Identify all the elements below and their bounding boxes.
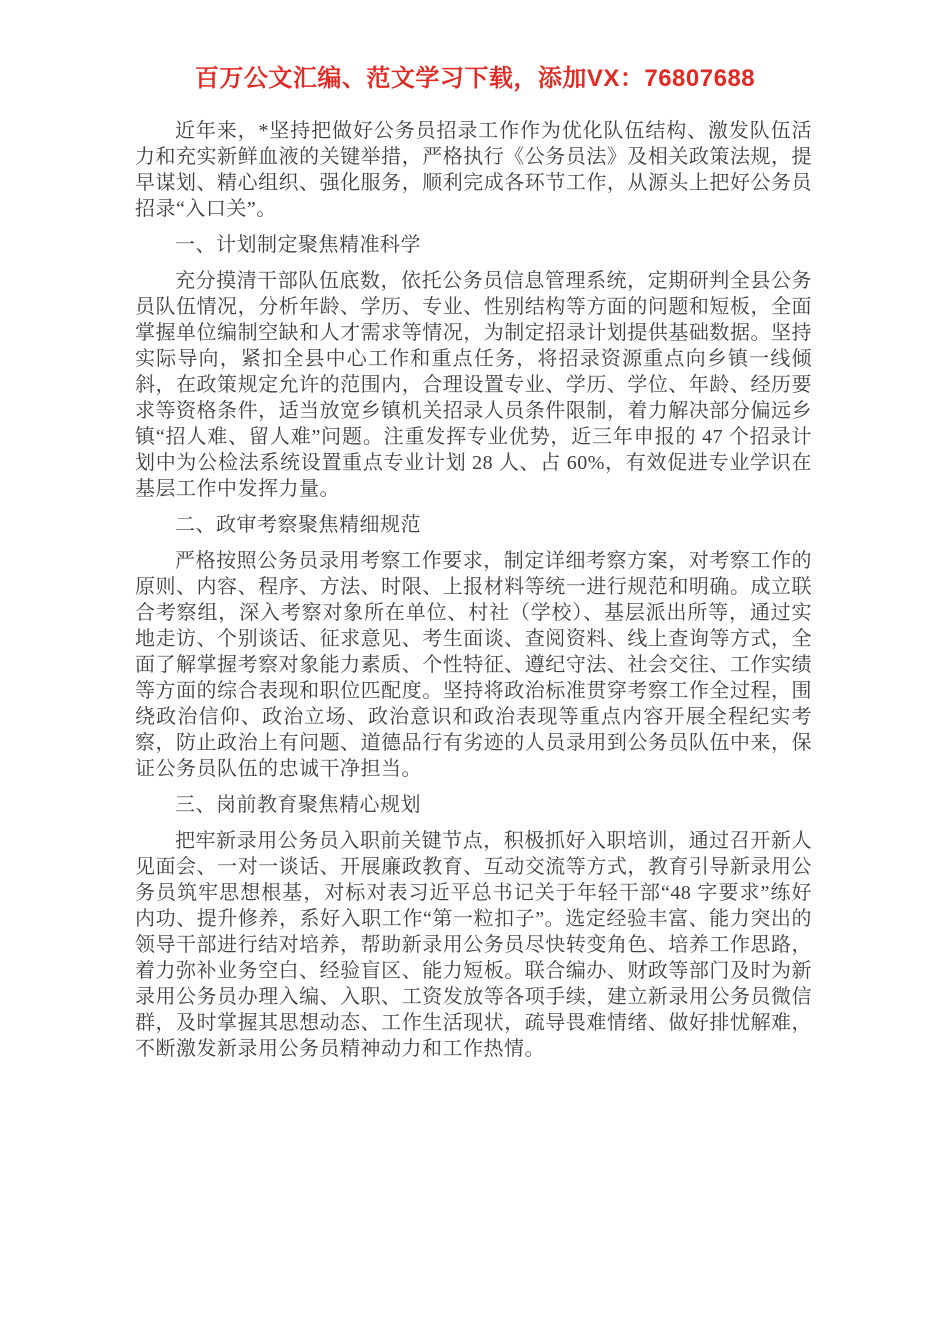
paragraph-section-2: 严格按照公务员录用考察工作要求，制定详细考察方案，对考察工作的原则、内容、程序、方法、时限、上报材料等统一进行规范和明确。成立联合考察组，深入考察对象所在单位、村社（学校）、基层派出所等，通过实地走访、个别谈话、征求意见、考生面谈、查阅资料、线上查询等方式，全面了解掌握考察对象能力素质、个性特征、遵纪守法、社会交往、工作实绩等方面的综合表现和职位匹配度。坚持将政治标准贯穿考察工作全过程，围绕政治信仰、政治立场、政治意识和政治表现等重点内容开展全程纪实考察，防止政治上有问题、道德品行有劣迹的人员录用到公务员队伍中来，保证公务员队伍的忠诚干净担当。 bbox=[135, 550, 812, 780]
paragraph-section-1: 充分摸清干部队伍底数，依托公务员信息管理系统，定期研判全县公务员队伍情况，分析年龄、学历、专业、性别结构等方面的问题和短板，全面掌握单位编制空缺和人才需求等情况，为制定招录计划提供基础数据。坚持实际导向，紧扣全县中心工作和重点任务，将招录资源重点向乡镇一线倾斜，在政策规定允许的范围内，合理设置专业、学历、学位、年龄、经历要求等资格条件，适当放宽乡镇机关招录人员条件限制，着力解决部分偏远乡镇“招人难、留人难”问题。注重发挥专业优势，近三年申报的 47 个招录计划中为公检法系统设置重点专业计划 28 人、占 60%，有效促进专业学识在基层工作中发挥力量。 bbox=[135, 270, 812, 500]
paragraph-intro: 近年来，*坚持把做好公务员招录工作作为优化队伍结构、激发队伍活力和充实新鲜血液的关键举措，严格执行《公务员法》及相关政策法规，提早谋划、精心组织、强化服务，顺利完成各环节工作，从源头上把好公务员招录“入口关”。 bbox=[135, 120, 812, 220]
paragraph-section-3: 把牢新录用公务员入职前关键节点，积极抓好入职培训，通过召开新人见面会、一对一谈话、开展廉政教育、互动交流等方式，教育引导新录用公务员筑牢思想根基，对标对表习近平总书记关于年轻干部“48 字要求”练好内功、提升修养，系好入职工作“第一粒扣子”。选定经验丰富、能力突出的领导干部进行结对培养，帮助新录用公务员尽快转变角色、培养工作思路，着力弥补业务空白、经验盲区、能力短板。联合编办、财政等部门及时为新录用公务员办理入编、入职、工资发放等各项手续，建立新录用公务员微信群，及时掌握其思想动态、工作生活现状，疏导畏难情绪、做好排忧解难，不断激发新录用公务员精神动力和工作热情。 bbox=[135, 830, 812, 1060]
promo-header-text: 百万公文汇编、范文学习下载，添加VX：76807688 bbox=[194, 65, 756, 92]
section-heading-3: 三、岗前教育聚焦精心规划 bbox=[175, 794, 421, 816]
section-heading-1: 一、计划制定聚焦精准科学 bbox=[175, 234, 421, 256]
section-heading-2: 二、政审考察聚焦精细规范 bbox=[175, 514, 421, 536]
document-body bbox=[135, 118, 812, 1072]
